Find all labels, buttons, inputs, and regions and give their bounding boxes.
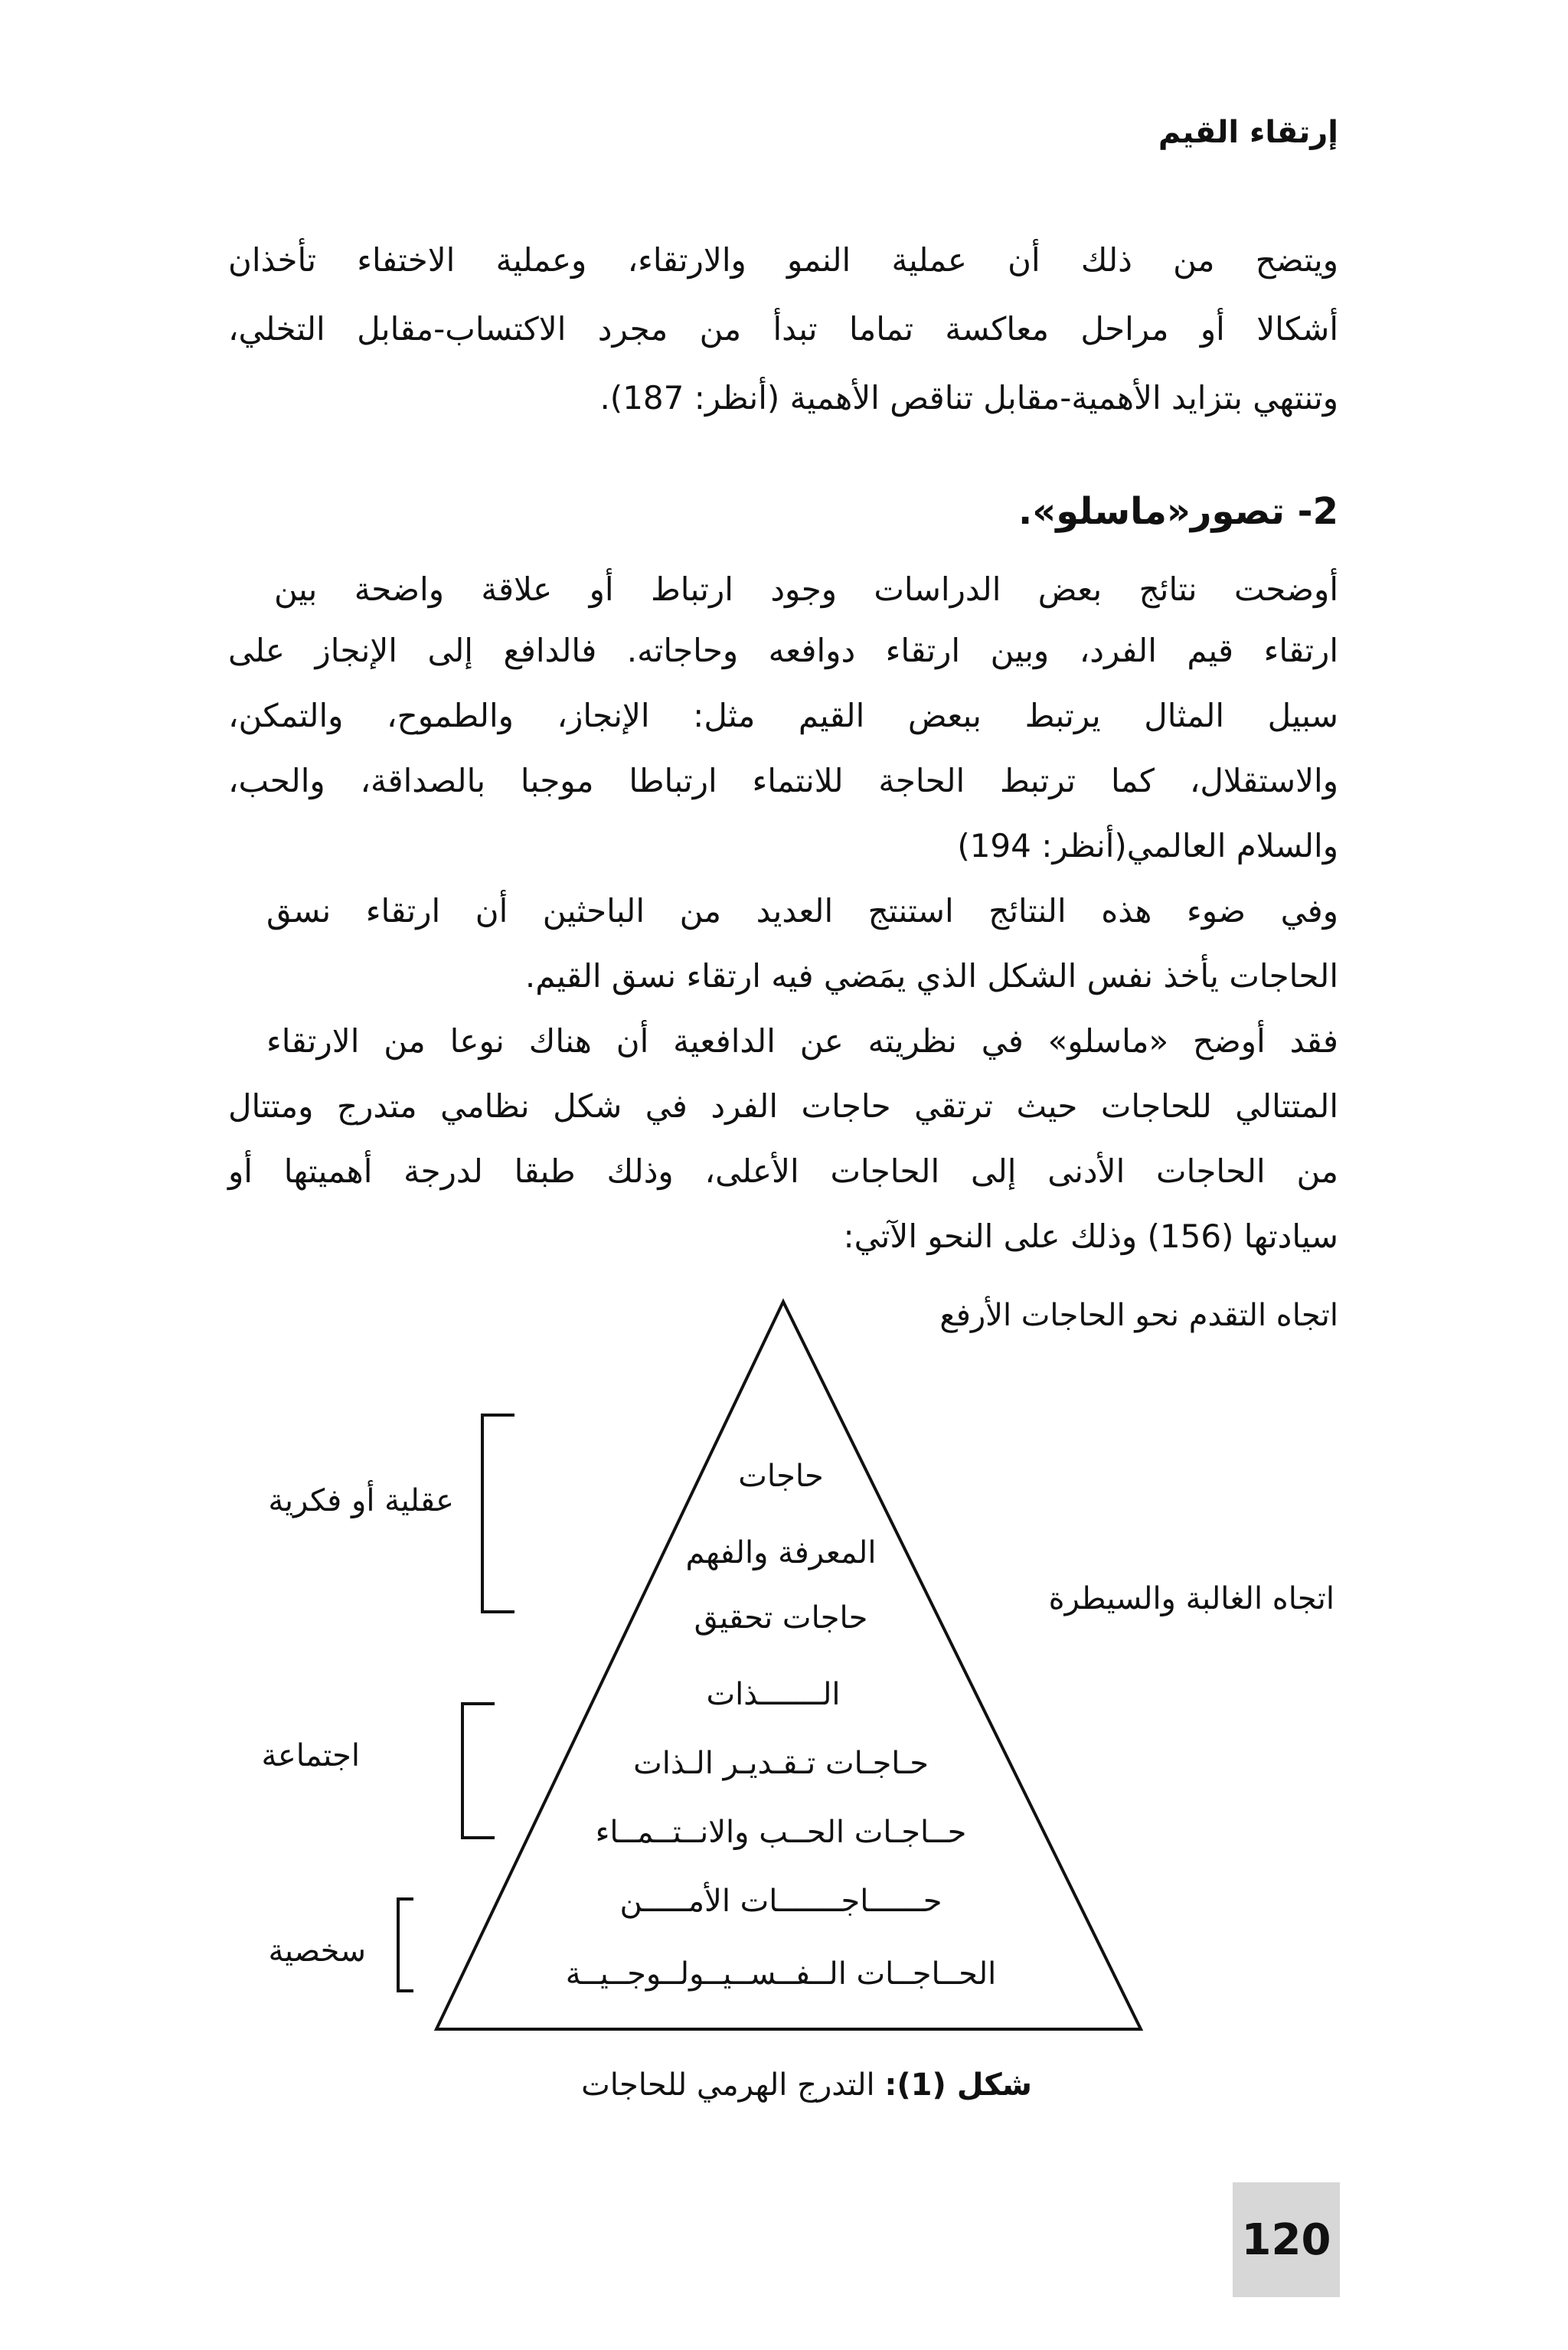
figure-caption [581, 2067, 1032, 2103]
paragraph1-line: ويتضح من ذلك أن عملية النمو والارتقاء، وعملية الاختفاء تأخذان [228, 241, 1338, 279]
pyramid-level: حــاجـات الحــب والانــتــمــاء [595, 1815, 967, 1850]
paragraph2-line: والسلام العالمي(أنظر: 194) [957, 827, 1338, 864]
paragraph4-line: من الحاجات الأدنى إلى الحاجات الأعلى، وذلك طبقا لدرجة أهميتها أو [228, 1152, 1338, 1190]
running-head: إرتقاء القيم [1158, 115, 1338, 150]
figure-caption-text: التدرج الهرمي للحاجات [581, 2067, 875, 2103]
paragraph2-line: والاستقلال، كما ترتبط الحاجة للانتماء ارتباطا موجبا بالصداقة، والحب، [228, 762, 1338, 799]
page-number [1233, 2182, 1340, 2297]
progress-direction-label: اتجاه التقدم نحو الحاجات الأرفع [939, 1298, 1338, 1333]
paragraph1-line: وتنتهي بتزايد الأهمية-مقابل تناقص الأهمية (أنظر: 187). [599, 379, 1338, 417]
group-label-personal: سخصية [268, 1933, 366, 1969]
pyramid-level: حـاجـات تـقـديـر الـذات [633, 1746, 929, 1781]
pyramid-level: حاجات تحقيق [694, 1600, 868, 1636]
pyramid-level: حاجات [738, 1459, 824, 1494]
pyramid-level: الـــــــذات [706, 1677, 841, 1712]
section-heading: 2- تصور«ماسلو». [1018, 490, 1338, 533]
paragraph3-line: الحاجات يأخذ نفس الشكل الذي يمَضي فيه ارتقاء نسق القيم. [524, 957, 1338, 995]
pyramid-outline [436, 1302, 1141, 2029]
paragraph2-line: ارتقاء قيم الفرد، وبين ارتقاء دوافعه وحاجاته. فالدافع إلى الإنجاز على [228, 632, 1338, 669]
group-label-intellectual: عقلية أو فكرية [268, 1483, 454, 1518]
bracket-social [462, 1704, 495, 1838]
group-label-social: اجتماعة [261, 1738, 360, 1773]
dominance-direction-label: اتجاه الغالبة والسيطرة [1048, 1581, 1334, 1616]
pyramid-level: المعرفة والفهم [685, 1535, 877, 1570]
paragraph2-line: سبيل المثال يرتبط ببعض القيم مثل: الإنجاز، والطموح، والتمكن، [228, 697, 1338, 734]
bracket-intellectual [482, 1415, 514, 1612]
bracket-personal [398, 1899, 413, 1991]
pyramid-level: الحــاجــات الــفــســيــولــوجــيــة [565, 1956, 997, 1992]
figure-caption-label: شكل (1): [884, 2067, 1032, 2103]
paragraph4-line: سيادتها (156) وذلك على النحو الآتي: [843, 1217, 1338, 1255]
paragraph4-line: المتتالي للحاجات حيث ترتقي حاجات الفرد في شكل نظامي متدرج ومتتال [228, 1087, 1338, 1125]
pyramid-level: حــــــاجـــــــات الأمـــــن [619, 1884, 942, 1919]
paragraph3-line: وفي ضوء هذه النتائج استنتج العديد من الباحثين أن ارتقاء نسق [266, 892, 1338, 930]
paragraph1-line: أشكالا أو مراحل معاكسة تماما تبدأ من مجرد الاكتساب-مقابل التخلي، [228, 310, 1338, 348]
paragraph4-line: فقد أوضح «ماسلو» في نظريته عن الدافعية أن هناك نوعا من الارتقاء [266, 1022, 1338, 1060]
paragraph2-line: أوضحت نتائج بعض الدراسات وجود ارتباط أو علاقة واضحة بين [274, 570, 1338, 608]
page-number-text: 120 [1241, 2214, 1331, 2265]
